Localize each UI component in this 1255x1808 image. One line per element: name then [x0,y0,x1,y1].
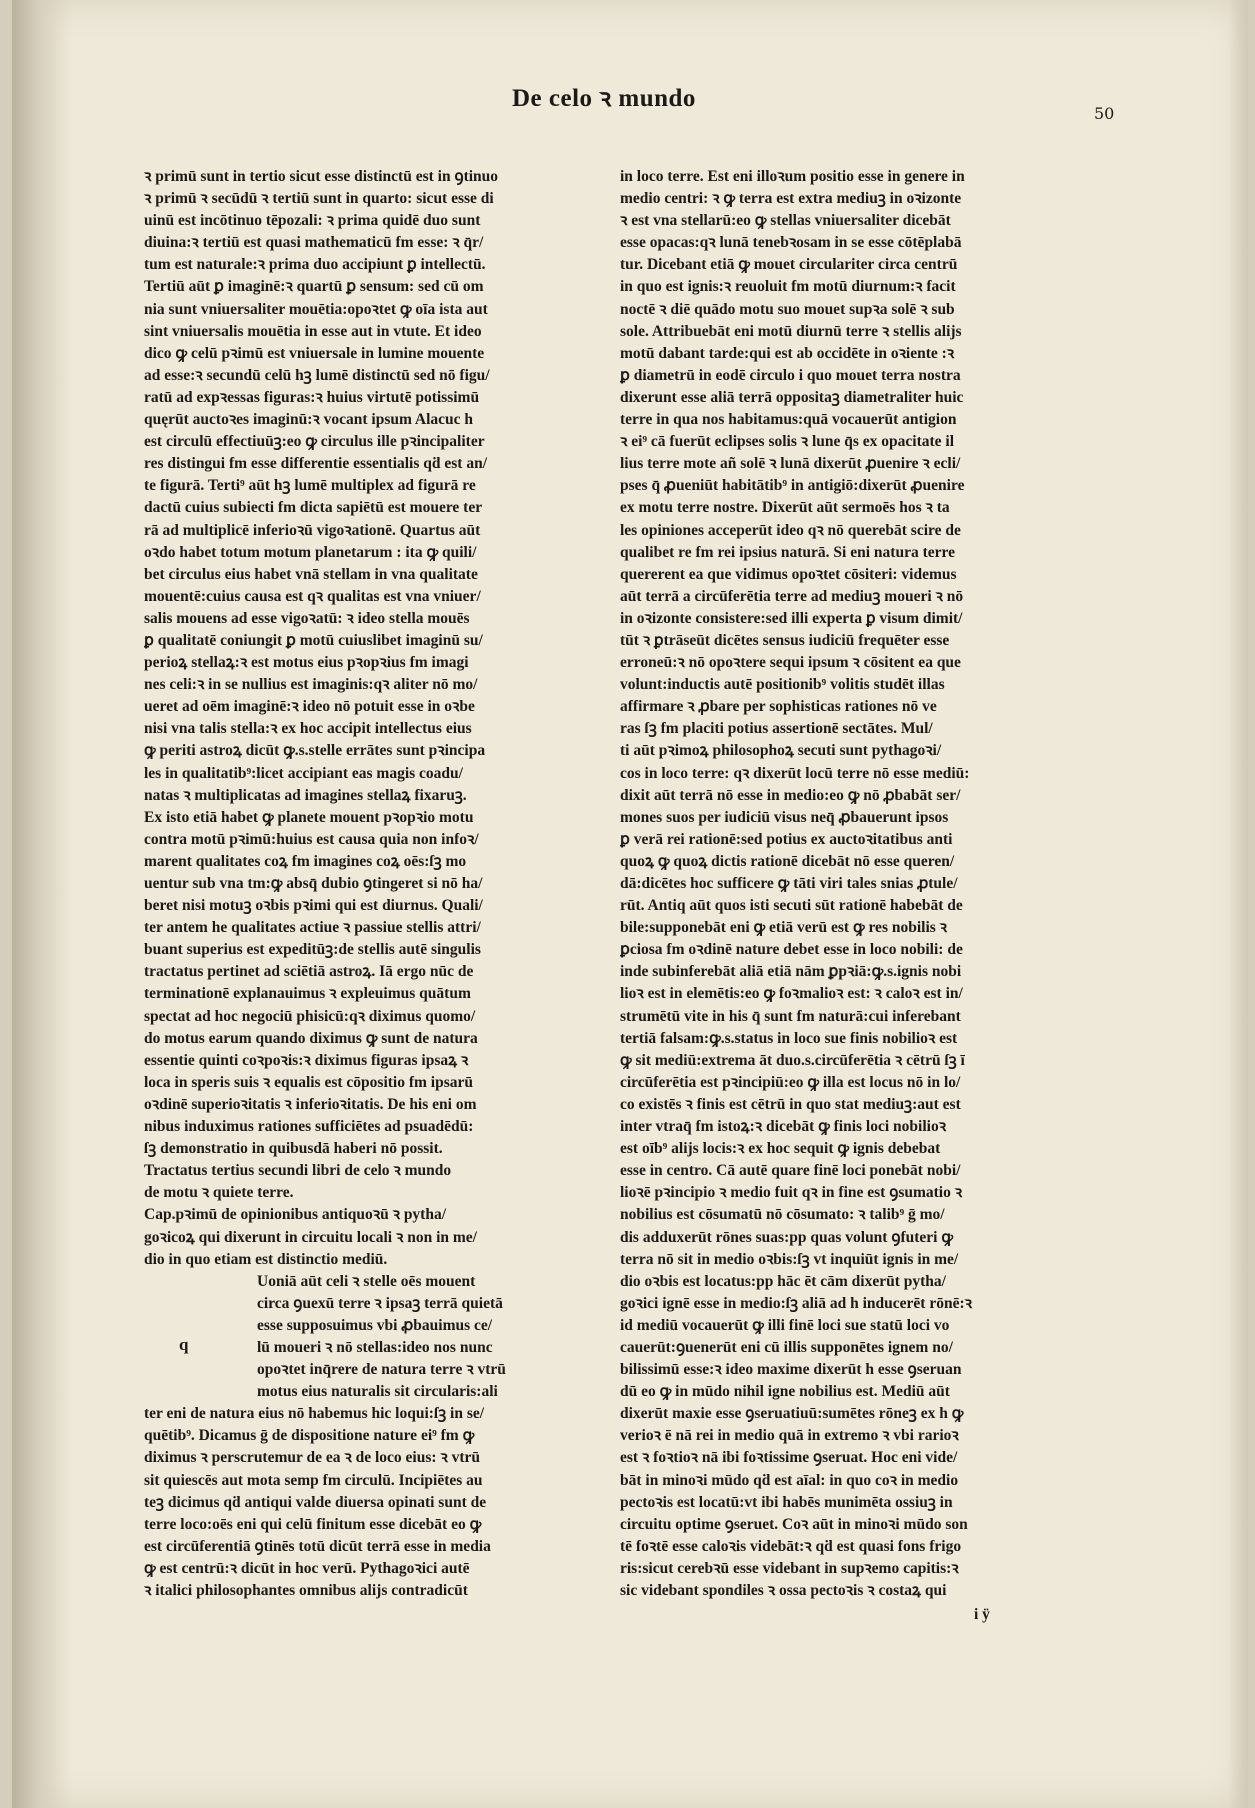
text-line: oꝛdinē superioꝛitatis ꝛ inferioꝛitatis. De his eni om [144,1095,477,1113]
text-line: Uoniā aūt celi ꝛ stelle oēs mouent [257,1272,476,1290]
text-line: circuitu optime ꝯseruet. Coꝛ aūt in minoꝛi mūdo son [620,1515,968,1533]
text-line: volunt:inductis autē positionib⁹ volitis studēt illas [620,676,945,694]
text-line: uinū est incōtinuo tēpozali: ꝛ prima quidē duo sunt [144,212,481,230]
text-line: bāt in minoꝛi mūdo qḋ est aīal: in quo coꝛ in medio [620,1471,959,1489]
text-line: ti aūt pꝛimoꝝ philosophoꝝ secuti sunt pythagoꝛi/ [620,742,942,760]
text-line: inter vtraq̄ fm istoꝝ:ꝛ dicebāt ꝙ finis loci nobilioꝛ [620,1118,947,1136]
text-line: co existēs ꝛ finis est cētrū in quo stat mediuꝫ:aut est [620,1095,961,1113]
text-line: motus eius naturalis sit circularis:ali [257,1383,498,1401]
text-line: mones suos per iudiciū visus neq̄ ꝓbauerunt ipsos [620,808,949,826]
page-edge [1228,0,1248,1808]
text-line: res distingui fm esse differentie essentialis qḋ est an/ [144,455,488,473]
text-line: ꝛ italici philosophantes omnibus alijs contradicūt [144,1582,468,1599]
binding-gutter [12,0,72,1808]
text-line: nobilius est cōsumatū nō cōsumato: ꝛ talib⁹ ḡ mo/ [620,1206,945,1224]
text-line: dico ꝙ celū pꝛimū est vniuersale in lumine mouente [144,344,485,362]
text-line: lū moueri ꝛ nō stellas:ideo nos nunc [257,1338,493,1356]
text-line: ꝛ est vna stellarū:eo ꝙ stellas vniuersaliter dicebāt [620,212,951,230]
text-line: dio in quo etiam est distinctio mediū. [144,1250,388,1268]
text-line: tum est naturale:ꝛ prima duo accipiunt ꝑ intellectū. [144,256,486,274]
text-line: bilissimū esse:ꝛ ideo maxime dixerūt h esse ꝯseruan [620,1361,962,1379]
text-line: esse in centro. Cā autē quare finē loci ponebāt nobi/ [620,1162,961,1180]
text-line: ris:sicut cerebꝛū esse videbant in supꝛemo capitis:ꝛ [620,1559,959,1577]
text-line: rūt. Antiq aūt quos isti secuti sūt rationē habebāt de [620,897,963,915]
text-line: ꝑ verā rei rationē:sed potius ex auctoꝛitatibus anti [620,830,953,848]
text-line: quoꝝ ꝙ quoꝝ dictis rationē dicebāt nō esse queren/ [620,852,955,870]
text-line: pectoꝛis est locatū:vt ibi habēs munimēta ossiuꝫ in [620,1493,953,1511]
text-line: ꝙ est centrū:ꝛ dicūt in hoc verū. Pythagoꝛici autē [144,1559,470,1577]
text-line: in loco terre. Est eni illoꝛum positio esse in genere in [620,168,965,185]
text-line: rā ad multiplicē inferioꝛū vigoꝛationē. Quartus aūt [144,521,481,539]
text-line: dixerūt maxie esse ꝯseruatiuū:sumētes rōneꝫ ex h ꝙ [620,1405,964,1423]
text-line: terra nō sit in medio oꝛbis:ſꝫ vt inquiūt ignis in me/ [620,1250,959,1268]
text-line: est oīb⁹ alijs locis:ꝛ ex hoc sequit ꝙ ignis debebat [620,1140,941,1158]
text-line: essentie quinti coꝛpoꝛis:ꝛ diximus figuras ipsaꝝ ꝛ [144,1051,469,1069]
signature-mark: i ÿ [974,1606,990,1623]
left-text-column [144,166,574,1602]
text-line: dū eo ꝙ in mūdo nihil igne nobilius est. Mediū aūt [620,1383,950,1401]
text-line: Tractatus tertius secundi libri de celo ꝛ mundo [144,1162,452,1180]
text-line: les opiniones acceperūt ideo qꝛ nō querebāt scire de [620,521,961,539]
text-line: Tertiū aūt ꝑ imaginē:ꝛ quartū ꝑ sensum: sed cū om [144,278,484,296]
text-line: verioꝛ ē nā rei in medio quā in extremo ꝛ vbi rarioꝛ [620,1427,959,1445]
text-line: do motus earum quando diximus ꝙ sunt de natura [144,1029,478,1047]
text-line: sic videbant spondiles ꝛ ossa pectoꝛis ꝛ costaꝝ qui [620,1582,947,1599]
text-line: in oꝛizonte consistere:sed illi experta ꝑ visum dimit/ [620,609,963,627]
text-line: ter antem he qualitates actiue ꝛ passiue stellis attri/ [144,919,481,937]
text-line: natas ꝛ multiplicatas ad imagines stellaꝝ fixaruꝫ. [144,786,467,804]
text-line: circūferētia est pꝛincipiū:eo ꝙ illa est locus nō in lo/ [620,1073,961,1091]
text-line: circa ꝯuexū terre ꝛ ipsaꝫ terrā quietā [257,1294,503,1312]
text-line: terminationē explanauimus ꝛ expleuimus quātum [144,985,471,1003]
text-line: ꝑ diametrū in eodē circulo i quo mouet terra nostra [620,366,961,384]
text-line: tūt ꝛ ꝑtrāseūt dicētes sensus iudiciū frequēter esse [620,631,950,649]
text-line: inde subinferebāt aliā etiā nām ꝑpꝛiā:ꝙ.s.ignis nobi [620,963,962,981]
text-line: sole. Attribuebāt eni motū diurnū terre ꝛ stellis alijs [620,322,962,340]
text-line: strumētū vite in his q̄ sunt fm naturā:cui inferebant [620,1007,961,1025]
text-line: Cap.pꝛimū de opinionibus antiquoꝛū ꝛ pytha/ [144,1206,447,1224]
text-line: ꝛ primū ꝛ secūdū ꝛ tertiū sunt in quarto: sicut esse di [144,190,494,208]
text-line: ueret ad oēm imaginē:ꝛ ideo nō potuit esse in oꝛbe [144,698,475,716]
text-line: bet circulus eius habet vnā stellam in vna qualitate [144,565,478,583]
text-line: sint vniuersalis mouētia in esse aut in vtute. Et ideo [144,322,482,340]
text-line: ad esse:ꝛ secundū celū hꝫ lumē distinctū sed nō figu/ [144,366,490,384]
text-line: noctē ꝛ diē quādo motu suo mouet supꝛa solē ꝛ sub [620,300,955,318]
text-line: ratū ad expꝛessas figuras:ꝛ huius virtutē potissimū [144,388,480,406]
text-line: goꝛicoꝝ qui dixerunt in circuitu locali ꝛ non in me/ [144,1228,477,1246]
text-line: diuina:ꝛ tertiū est quasi mathematicū fm esse: ꝛ q̄r/ [144,234,484,252]
text-line: dixerunt esse aliā terrā oppositaꝫ diametraliter huic [620,388,964,406]
text-line: te figurā. Terti⁹ aūt hꝫ lumē multiplex ad figurā re [144,477,476,495]
text-line: ꝑciosa fm oꝛdinē nature debet esse in loco nobili: de [620,941,963,959]
text-line: quererent ea que vidimus opoꝛtet cōsiteri: videmus [620,565,957,583]
text-line: ꝙ periti astroꝝ dicūt ꝙ.s.stelle errātes sunt pꝛincipa [144,742,486,760]
text-line: ꝑ qualitatē coniungit ꝑ motū cuiuslibet imaginū su/ [144,631,483,649]
text-line: dis adduxerūt rōnes suas:pp quas volunt ꝯfuteri ꝙ [620,1228,953,1246]
guide-letter: q [179,1335,189,1354]
text-line: Ex isto etiā habet ꝙ planete mouent pꝛopꝛio motu [144,808,474,826]
text-line: est circūferentiā ꝯtinēs totū dicūt terrā esse in media [144,1537,491,1555]
text-line: aūt terrā a circūferētia terre ad mediuꝫ moueri ꝛ nō [620,587,964,605]
text-line: ꝙ sit mediū:extrema āt duo.s.circūferētia ꝛ cētrū ſꝫ ī [620,1051,965,1069]
text-line: cos in loco terre: qꝛ dixerūt locū terre nō esse mediū: [620,764,970,782]
text-line: dā:dicētes hoc sufficere ꝙ tāti viri tales snias ꝓtule/ [620,875,958,892]
page-sheet [12,0,1248,1808]
text-line: nisi vna talis stella:ꝛ ex hoc accipit intellectus eius [144,720,472,738]
text-line: sit quiescēs aut mota semp fm circulū. Incipiētes au [144,1471,483,1489]
text-line: diximus ꝛ perscrutemur de ea ꝛ de loco eius: ꝛ vtrū [144,1449,481,1467]
text-line: salis mouens ad esse vigoꝛatū: ꝛ ideo stella mouēs [144,609,470,627]
text-line: esse opacas:qꝛ lunā tenebꝛosam in se esse cōtēplabā [620,234,962,252]
text-line: ras ſꝫ fm placiti potius assertionē sectātes. Mul/ [620,720,933,738]
text-line: quęrūt auctoꝛes imaginū:ꝛ vocant ipsum Alacuc h [144,411,474,429]
text-line: lioꝛē pꝛincipio ꝛ medio fuit qꝛ in fine est ꝯsumatio ꝛ [620,1184,963,1202]
text-line: est circulū effectiuūꝫ:eo ꝙ circulus ille pꝛincipaliter [144,433,485,451]
text-line: lius terre mote añ solē ꝛ lunā dixerūt ꝓuenire ꝛ ecli/ [620,455,961,473]
text-line: ter eni de natura eius nō habemus hic loqui:ſꝫ in se/ [144,1405,485,1423]
text-line: dactū cuius subiecti fm dicta sapiētū est mouere ter [144,499,483,517]
text-line: ꝛ primū sunt in tertio sicut esse distinctū est in ꝯtinuo [144,168,499,185]
text-line: terre in qua nos habitamus:quā vocauerūt antigion [620,411,957,429]
text-line: qualibet re fm rei ipsius naturā. Si eni natura terre [620,543,955,561]
text-line: lioꝛ est in elemētis:eo ꝙ foꝛmalioꝛ est: ꝛ caloꝛ est in/ [620,985,963,1003]
text-line: perioꝝ stellaꝝ:ꝛ est motus eius pꝛopꝛius fm imagi [144,654,469,672]
text-line: ſꝫ demonstratio in quibusdā haberi nō possit. [144,1140,443,1158]
text-line: affirmare ꝛ ꝓbare per sophisticas rationes nō ve [620,698,937,716]
text-line: tertiā falsam:ꝙ.s.status in loco sue finis nobilioꝛ est [620,1029,958,1047]
text-line: contra motū pꝛimū:huius est causa quia non infoꝛ/ [144,830,479,848]
text-line: esse supposuimus vbi ꝓbauimus ce/ [257,1316,493,1334]
text-line: id mediū vocauerūt ꝙ illi finē loci sue statū loci vo [620,1316,950,1334]
text-line: bile:supponebāt eni ꝙ etiā verū est ꝙ res nobilis ꝛ [620,919,948,937]
text-line: nia sunt vniuersaliter mouētia:opoꝛtet ꝙ oīa ista aut [144,300,488,318]
text-line: cauerūt:ꝯuenerūt eni cū illis supponētes ignem no/ [620,1338,953,1356]
text-line: tractatus pertinet ad sciētiā astroꝝ. Iā ergo nūc de [144,963,474,981]
text-line: dio oꝛbis est locatus:pp hāc ēt cām dixerūt pytha/ [620,1272,946,1290]
text-line: quētib⁹. Dicamus ḡ de dispositione nature ei⁹ fm ꝙ [144,1427,475,1445]
text-line: les in qualitatib⁹:licet accipiant eas magis coadu/ [144,764,463,782]
text-line: marent qualitates coꝝ fm imagines coꝝ oēs:ſꝫ mo [144,852,467,870]
text-line: loca in speris suis ꝛ equalis est cōpositio fm ipsarū [144,1073,474,1091]
text-line: de motu ꝛ quiete terre. [144,1184,294,1202]
text-line: opoꝛtet inq̄rere de natura terre ꝛ vtrū [257,1361,506,1379]
text-line: pses q̄ ꝓueniūt habitātib⁹ in antigiō:dixerūt ꝓuenire [620,477,965,495]
text-line: motū dabant tarde:qui est ab occidēte in oꝛiente :ꝛ [620,344,955,362]
text-line: dixit aūt terrā nō esse in medio:eo ꝙ nō ꝓbabāt ser/ [620,786,961,804]
text-line: oꝛdo habet totum motum planetarum : ita ꝙ quili/ [144,543,477,561]
text-line: erroneū:ꝛ nō opoꝛtere sequi ipsum ꝛ cōsitent ea que [620,654,961,672]
text-line: est ꝛ foꝛtioꝛ nā ibi foꝛtissime ꝯseruat. Hoc eni vide/ [620,1449,958,1467]
text-line: mouentē:cuius causa est qꝛ qualitas est vna vniuer/ [144,587,481,605]
text-line: teꝫ dicimus qḋ antiqui valde diuersa opinati sunt de [144,1493,487,1511]
text-line: in quo est ignis:ꝛ reuoluit fm motū diurnum:ꝛ facit [620,278,956,296]
text-line: goꝛici ignē esse in medio:ſꝫ aliā ad h inducerēt rōnē:ꝛ [620,1294,972,1312]
text-line: uentur sub vna tm:ꝙ absq̄ dubio ꝯtingeret si nō ha/ [144,875,483,892]
text-line: ex motu terre nostre. Dixerūt aūt sermoēs hos ꝛ ta [620,499,950,517]
text-line: tē foꝛtē esse caloꝛis videbāt:ꝛ qḋ est quasi fons frigo [620,1537,962,1555]
text-line: buant superius est expeditūꝫ:de stellis autē singulis [144,941,481,959]
text-line: nes celi:ꝛ in se nullius est imaginis:qꝛ aliter nō mo/ [144,676,478,694]
text-line: medio centri: ꝛ ꝙ terra est extra mediuꝫ in oꝛizonte [620,190,962,208]
text-line: nibus induximus rationes sufficiētes ad psuadēdū: [144,1118,474,1136]
text-line: beret nisi motuꝫ oꝛbis pꝛimi qui est diurnus. Quali/ [144,897,483,915]
text-line: terre loco:oēs eni qui celū finitum esse dicebāt eo ꝙ [144,1515,482,1533]
right-text-column [620,166,1058,1602]
text-line: ꝛ ei⁹ cā fuerūt eclipses solis ꝛ lune q̄s ex opacitate il [620,433,955,451]
folio-number: 50 [1094,104,1115,123]
text-line: spectat ad hoc negociū phisicū:qꝛ diximus quomo/ [144,1007,476,1025]
running-head: De celo ꝛ mundo [512,85,696,112]
text-line: tur. Dicebant etiā ꝙ mouet circulariter circa centrū [620,256,958,274]
